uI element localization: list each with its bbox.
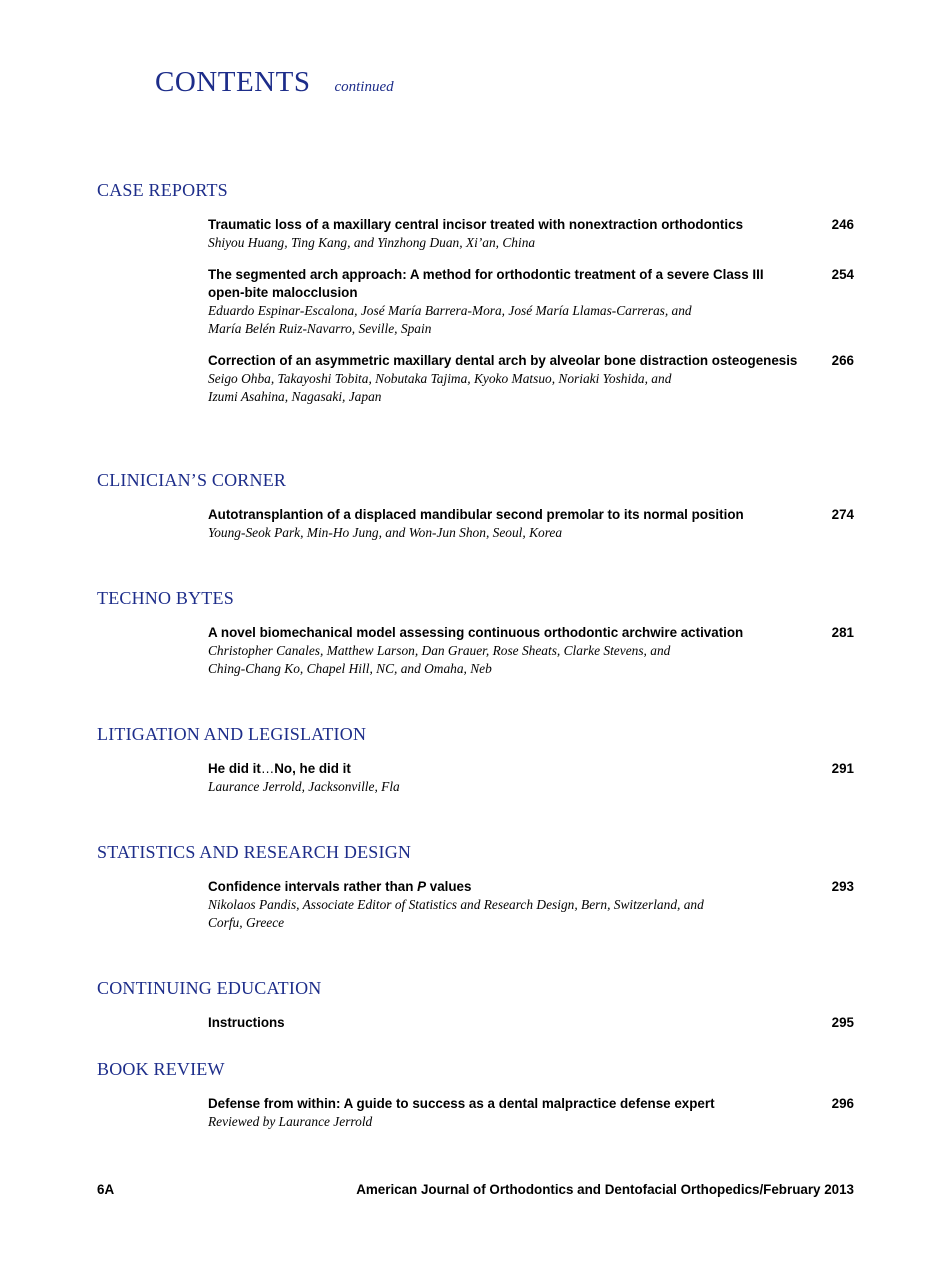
section-title: CONTINUING EDUCATION [97, 978, 322, 998]
article-title-part: values [426, 879, 472, 894]
article-authors: Shiyou Huang, Ting Kang, and Yinzhong Duan, Xi’an, China [208, 235, 536, 250]
article-authors: Laurance Jerrold, Jacksonville, Fla [208, 779, 400, 794]
article-title[interactable]: A novel biomechanical model assessing continuous orthodontic archwire activation [208, 625, 744, 640]
article-title[interactable]: Correction of an asymmetric maxillary dental arch by alveolar bone distraction osteogenesis [208, 353, 798, 368]
page-number: 246 [831, 217, 854, 232]
article-authors: Young-Seok Park, Min-Ho Jung, and Won-Jun Shon, Seoul, Korea [208, 525, 563, 540]
section-title: STATISTICS AND RESEARCH DESIGN [97, 842, 412, 862]
article-title-part: No, he did it [274, 761, 351, 776]
page-number: 254 [831, 267, 854, 282]
article-title[interactable]: The segmented arch approach: A method for orthodontic treatment of a severe Class III open-bite malocclusion [208, 267, 764, 300]
article-title[interactable]: Instructions [208, 1015, 285, 1030]
article-authors-line: Nikolaos Pandis, Associate Editor of Statistics and Research Design, Bern, Switzerland, and [208, 897, 704, 912]
toc-entry[interactable] [208, 878, 854, 932]
toc-entry[interactable] [208, 624, 854, 678]
section-title: CASE REPORTS [97, 180, 228, 200]
section-title: LITIGATION AND LEGISLATION [97, 724, 367, 744]
contents-header [155, 66, 394, 99]
article-title-part: He did it [208, 761, 261, 776]
article-authors-line: Ching-Chang Ko, Chapel Hill, NC, and Omaha, Neb [208, 661, 492, 676]
page-number: 274 [831, 507, 854, 522]
toc-entry[interactable] [208, 216, 854, 252]
page-number: 295 [831, 1015, 854, 1030]
section-title: BOOK REVIEW [97, 1059, 225, 1079]
toc-entry[interactable] [208, 352, 854, 406]
p-symbol: P [417, 879, 427, 894]
page-title: CONTENTS [155, 66, 311, 98]
article-authors-line: Corfu, Greece [208, 915, 285, 930]
page-number: 293 [831, 879, 854, 894]
page-number: 281 [831, 625, 854, 640]
toc-entry[interactable] [208, 266, 854, 338]
article-authors-line: Christopher Canales, Matthew Larson, Dan Grauer, Rose Sheats, Clarke Stevens, and [208, 643, 671, 658]
section-title: TECHNO BYTES [97, 588, 234, 608]
article-title-part: Confidence intervals rather than [208, 879, 418, 894]
article-title[interactable] [208, 760, 803, 778]
toc-entry[interactable] [208, 1014, 854, 1032]
article-authors: Reviewed by Laurance Jerrold [208, 1114, 373, 1129]
toc-entry[interactable] [208, 760, 854, 796]
article-title[interactable] [208, 878, 803, 896]
page-number: 296 [831, 1096, 854, 1111]
toc-entry[interactable] [208, 506, 854, 542]
article-authors-line: Seigo Ohba, Takayoshi Tobita, Nobutaka Tajima, Kyoko Matsuo, Noriaki Yoshida, and [208, 371, 672, 386]
article-title[interactable]: Autotransplantion of a displaced mandibular second premolar to its normal position [208, 507, 744, 522]
article-title[interactable]: Defense from within: A guide to success as a dental malpractice defense expert [208, 1096, 715, 1111]
article-authors-line: María Belén Ruiz-Navarro, Seville, Spain [208, 321, 432, 336]
page-subtitle: continued [334, 79, 394, 95]
page-number: 291 [831, 761, 854, 776]
ellipsis: … [260, 761, 275, 776]
footer-page-label: 6A [97, 1182, 115, 1197]
footer-journal: American Journal of Orthodontics and Dentofacial Orthopedics/February 2013 [356, 1182, 854, 1197]
article-authors-line: Eduardo Espinar-Escalona, José María Barrera-Mora, José María Llamas-Carreras, and [208, 303, 692, 318]
page-number: 266 [831, 353, 854, 368]
article-title[interactable]: Traumatic loss of a maxillary central incisor treated with nonextraction orthodontics [208, 217, 744, 232]
toc-entry[interactable] [208, 1095, 854, 1131]
article-authors-line: Izumi Asahina, Nagasaki, Japan [208, 389, 382, 404]
section-title: CLINICIAN’S CORNER [97, 470, 287, 490]
